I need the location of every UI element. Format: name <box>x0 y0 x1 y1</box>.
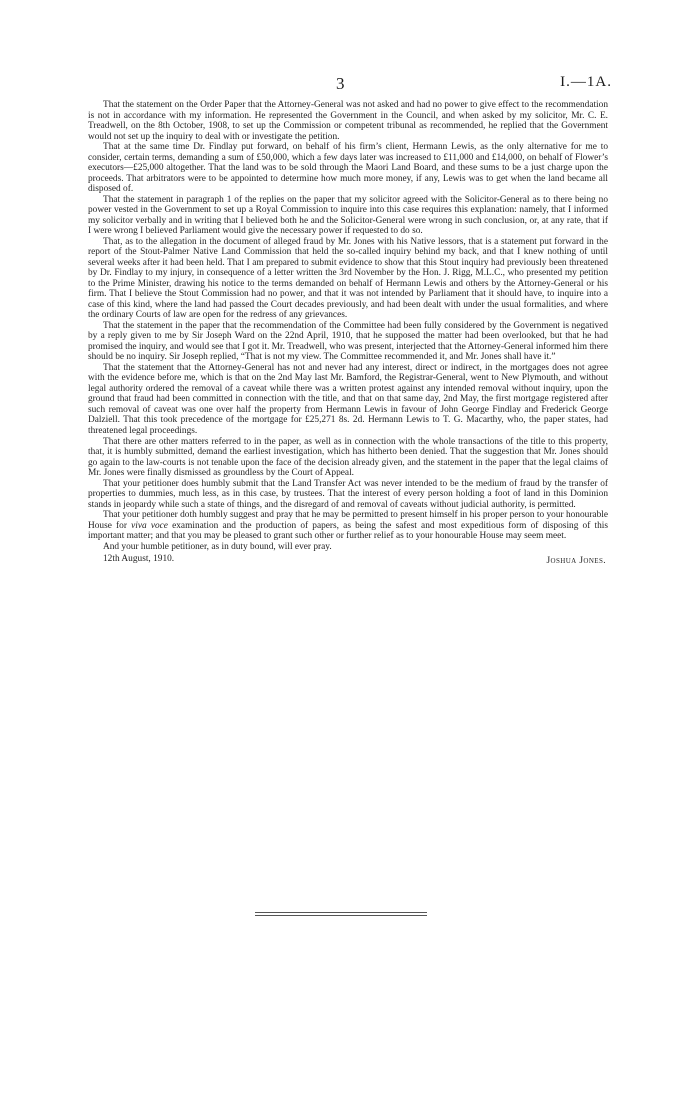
prayer-italic-phrase: viva voce <box>131 520 168 531</box>
rule-line-bottom <box>255 915 427 916</box>
closing-rule <box>255 912 427 916</box>
closing-line: And your humble petitioner, as in duty bound, will ever pray. <box>103 541 332 552</box>
paragraph-solicitor-agreement: That the statement in paragraph 1 of the replies on the paper that my solicitor agreed with the Solicitor-General as to there being no power vested in the Government to set up a Royal Commission to inquire into this case requires this explanation: namely, that I informed my solicitor verbally and in writing that I believed both he and the Solicitor-General were wrong in such conclusion, or, at any rate, that if I were wrong I believed Parliament would give the necessary power if requested to do so. <box>88 194 608 237</box>
paragraph-findlay-terms: That at the same time Dr. Findlay put forward, on behalf of his firm’s client, Hermann Lewis, as the only alternative for me to consider, certain terms, demanding a sum of £50,000, which a few days later was increased to £11,000 and £14,000, on behalf of Flower’s executors—£25,000 altogether. That the land was to be sold through the Maori Land Board, and these sums to be a just charge upon the proceeds. That arbitrators were to be appointed to determine how much more money, if any, Lewis was to get when the land became all disposed of. <box>88 142 608 195</box>
rule-line-top <box>255 912 427 913</box>
paragraph-land-transfer-act: That your petitioner does humbly submit that the Land Transfer Act was never intended to be the medium of fraud by the transfer of properties to dummies, much less, as in this case, by trustees. That the interest of every person holding a foot of land in this Dominion stands in jeopardy while such a state of things, and the disregard of and removal of caveats without judicial authority, is permitted. <box>88 478 608 510</box>
paragraph-other-matters: That there are other matters referred to in the paper, as well as in connection with the whole transactions of the title to this property, that, it is humbly submitted, demand the earliest investigation, which has hitherto been denied. That the suggestion that Mr. Jones should go again to the law-courts is not tenable upon the face of the decision already given, and the statement in the paper that the legal claims of Mr. Jones were finally dismissed as groundless by the Court of Appeal. <box>88 436 608 479</box>
petition-date: 12th August, 1910. <box>103 554 175 565</box>
petition-body <box>88 100 608 568</box>
paragraph-committee-recommendation: That the statement in the paper that the recommendation of the Committee had been fully considered by the Government is negatived by a reply given to me by Sir Joseph Ward on the 22nd April, 1910, that he supposed the matter had been overlooked, but that he had promised the inquiry, and would see that I got it. Mr. Treadwell, who was present, interjected that the Attorney-General informed him there should be no inquiry. Sir Joseph replied, “That is not my view. The Committee recommended it, and Mr. Jones shall have it.” <box>88 320 608 363</box>
page-header <box>0 74 700 94</box>
prayer-text-end: examination and the production of papers, as being the safest and most expeditious form of disposing of this important matter; and that you may be pleased to grant such other or further relief as to your honourable House may seem meet. <box>88 520 608 542</box>
paragraph-fraud-allegation: That, as to the allegation in the document of alleged fraud by Mr. Jones with his Native lessors, that is a statement put forward in the report of the Stout-Palmer Native Land Commission that held the so-called inquiry behind my back, and that I knew nothing of until several weeks after it had been held. That I am prepared to submit evidence to show that this Stout inquiry had previously been threatened by Dr. Findlay to my injury, in consequence of a letter written the 3rd November by the Hon. J. Rigg, M.L.C., who presented my petition to the Prime Minister, drawing his notice to the terms demanded on behalf of Hermann Lewis and others by the Attorney-General or his firm. That I believe the Stout Commission had no power, and that it was not intended by Parliament that it should have, to inquire into a case of this kind, where the land had passed the Court decades previously, and had been dealt with under the usual formalities, and where the ordinary Courts of law are open for the redress of any grievances. <box>88 236 608 321</box>
signature: Joshua Jones. <box>546 556 606 567</box>
signature-row <box>88 554 608 568</box>
prayer-text-start: That your petitioner doth humbly suggest and pray that he may be permitted to present himself in his proper person to your honourable House for <box>88 510 608 531</box>
paragraph-mortgages: That the statement that the Attorney-General has not and never had any interest, direct or indirect, in the mortgages does not agree with the evidence before me, which is that on the 2nd May last Mr. Bamford, the Registrar-General, went to New Plymouth, and without legal authority ordered the removal of a caveat while there was a written protest against any intended removal without inquiry, upon the ground that fraud had been committed in connection with the title, and that on that same day, 2nd May, the first mortgage registered after such removal of caveat was one over half the property from Hermann Lewis in favour of John George Findlay and Frederick George Dalziell. That this took precedence of the mortgage for £25,271 8s. 2d. Hermann Lewis to T. G. Macarthy, who, the paper states, had threatened legal proceedings. <box>88 362 608 436</box>
document-reference: I.—1A. <box>560 74 612 90</box>
paragraph-attorney-general-statement: That the statement on the Order Paper that the Attorney-General was not asked and had no power to give effect to the recommendation is not in accordance with my information. He represented the Government in the Council, and when asked by my solicitor, Mr. C. E. Treadwell, on the 8th October, 1908, to set up the Commission or competent tribunal as recommended, he replied that the Government would not set up the inquiry to deal with or investigate the petition. <box>88 100 608 142</box>
paragraph-prayer <box>88 510 608 542</box>
page-number: 3 <box>336 74 345 93</box>
